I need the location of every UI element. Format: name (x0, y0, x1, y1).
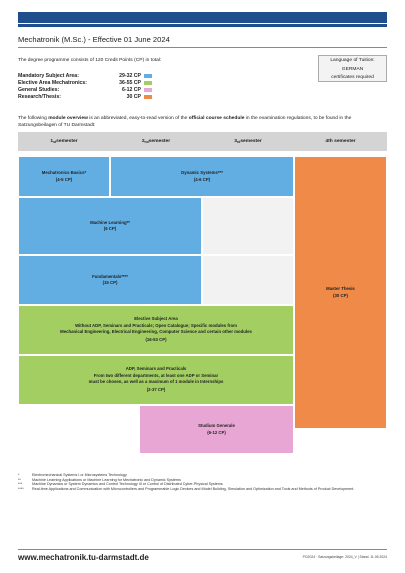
semester-header-1: 1 st semester (18, 132, 110, 151)
module-cp: (2-37 CP) (146, 387, 166, 393)
semester-header-2: 2 nd semester (110, 132, 202, 151)
color-swatch (144, 88, 152, 92)
summary-row (18, 80, 158, 87)
module-cp: (16-53 CP) (145, 337, 167, 343)
footnote-mark: **** (18, 486, 24, 491)
module-name: Fundamentals**** (92, 273, 128, 279)
language-note: certificates required (331, 75, 374, 80)
summary-row (18, 73, 158, 80)
module-overview-grid (18, 132, 387, 435)
module-cp: (6-12 CP) (207, 429, 226, 435)
overview-bold: module overview (48, 116, 88, 121)
color-swatch (144, 81, 152, 85)
document-meta: PO2024 · Satzungsbeilage: 2024_V | Stand: 11.05.2024 (302, 555, 387, 559)
module-cp: (15 CP) (102, 280, 118, 285)
module-fundamentals (18, 255, 202, 305)
module-name: Studium Generale (198, 423, 235, 429)
module-name: ADP, Seminars and Practicals (125, 366, 187, 372)
summary-value: 30 CP (126, 94, 141, 100)
module-dynamic-systems (110, 156, 294, 197)
module-cp: (6 CP) (103, 226, 117, 231)
footer-divider (18, 549, 387, 550)
footnote (18, 487, 387, 492)
page-title: Mechatronik (M.Sc.) - Effective 01 June 2024 (18, 35, 387, 48)
module-studium-generale (139, 405, 294, 454)
language-value: GERMAN (341, 66, 364, 72)
module-description: Without ADP, Seminars and Practicals; Open Catalogue; Specific modules from (75, 322, 237, 328)
module-name: Dynamic Systems*** (181, 170, 223, 176)
summary-label: General Studies: (18, 87, 60, 93)
module-adp-seminars (18, 355, 294, 405)
header-bar (18, 12, 387, 23)
empty-slot (202, 255, 294, 305)
language-box (318, 55, 387, 82)
overview-part: in the examination regulations, to be found in the Satzungsbeilagen of TU Darmstadt: (18, 116, 352, 128)
summary-row (18, 94, 158, 101)
semester-header-3: 3 rd semester (202, 132, 294, 151)
website-link[interactable]: www.mechatronik.tu-darmstadt.de (18, 553, 149, 562)
credit-summary (18, 73, 158, 101)
summary-label: Elective Area Mechatronics: (18, 80, 88, 86)
module-description: must be chosen, as well as a maximum of 1 module in Internships (88, 379, 224, 384)
summary-label: Research/Thesis: (18, 94, 61, 100)
module-name: Machine Learning** (90, 219, 130, 225)
overview-part: The following (18, 116, 49, 121)
footnote-mark: * (18, 473, 20, 477)
summary-row (18, 87, 158, 94)
module-mechatronics-basics (18, 156, 110, 197)
module-machine-learning (18, 197, 202, 255)
footnote-text: Machine Learning Applications or Machine Learning for Mechatronic and Dynamic Systems (32, 477, 181, 482)
module-description: From two different departments, at least one ADP or Seminar (93, 372, 219, 378)
module-master-thesis (294, 156, 387, 429)
module-cp: (4-6 CP) (193, 176, 211, 182)
summary-value: 36-55 CP (119, 80, 141, 86)
empty-slot (202, 197, 294, 255)
footnote-mark: ** (18, 477, 21, 482)
footnote-mark: *** (18, 482, 23, 487)
intro-text: The degree programme consists of 120 Credit Points (CP) in total: (18, 58, 162, 63)
color-swatch (144, 74, 152, 78)
overview-part: is an abbreviated, easy-to-read version of the (87, 116, 189, 121)
footnote-text: Electromechanical Systems I or Microsystems Technology (32, 473, 127, 477)
semester-header-4: 4th semester (294, 132, 387, 151)
summary-label: Mandatory Subject Area: (18, 73, 79, 79)
module-name: Master Thesis (326, 286, 355, 292)
overview-bold: official course schedule (188, 116, 245, 121)
summary-value: 6-12 CP (121, 87, 141, 93)
header-bar-accent (18, 24, 387, 27)
overview-text (18, 116, 383, 129)
module-elective-subject-area (18, 305, 294, 355)
module-cp: (4-5 CP) (55, 176, 73, 182)
footnotes (18, 473, 387, 491)
module-cp: (30 CP) (333, 292, 348, 298)
footnote-text: Machine Dynamics or System Dynamics and Control Technology III or Control of Distributed Cyber-Physical Systems (32, 482, 223, 487)
language-label: Language of Tuition: (330, 58, 375, 63)
footnote-text: Real-time Applications and Communication with Microcontrollers and Programmable Logic Devices and Model Building, Simulation and Optimization and Tools and Methods of Product Development. (32, 486, 355, 491)
module-name: Mechatronics Basics* (41, 170, 87, 176)
color-swatch (144, 95, 152, 99)
module-description: Mechanical Engineering, Electrical Engineering, Computer Science and certain other modules (60, 329, 252, 334)
module-name: Elective Subject Area (134, 316, 178, 322)
summary-value: 29-32 CP (119, 73, 141, 79)
